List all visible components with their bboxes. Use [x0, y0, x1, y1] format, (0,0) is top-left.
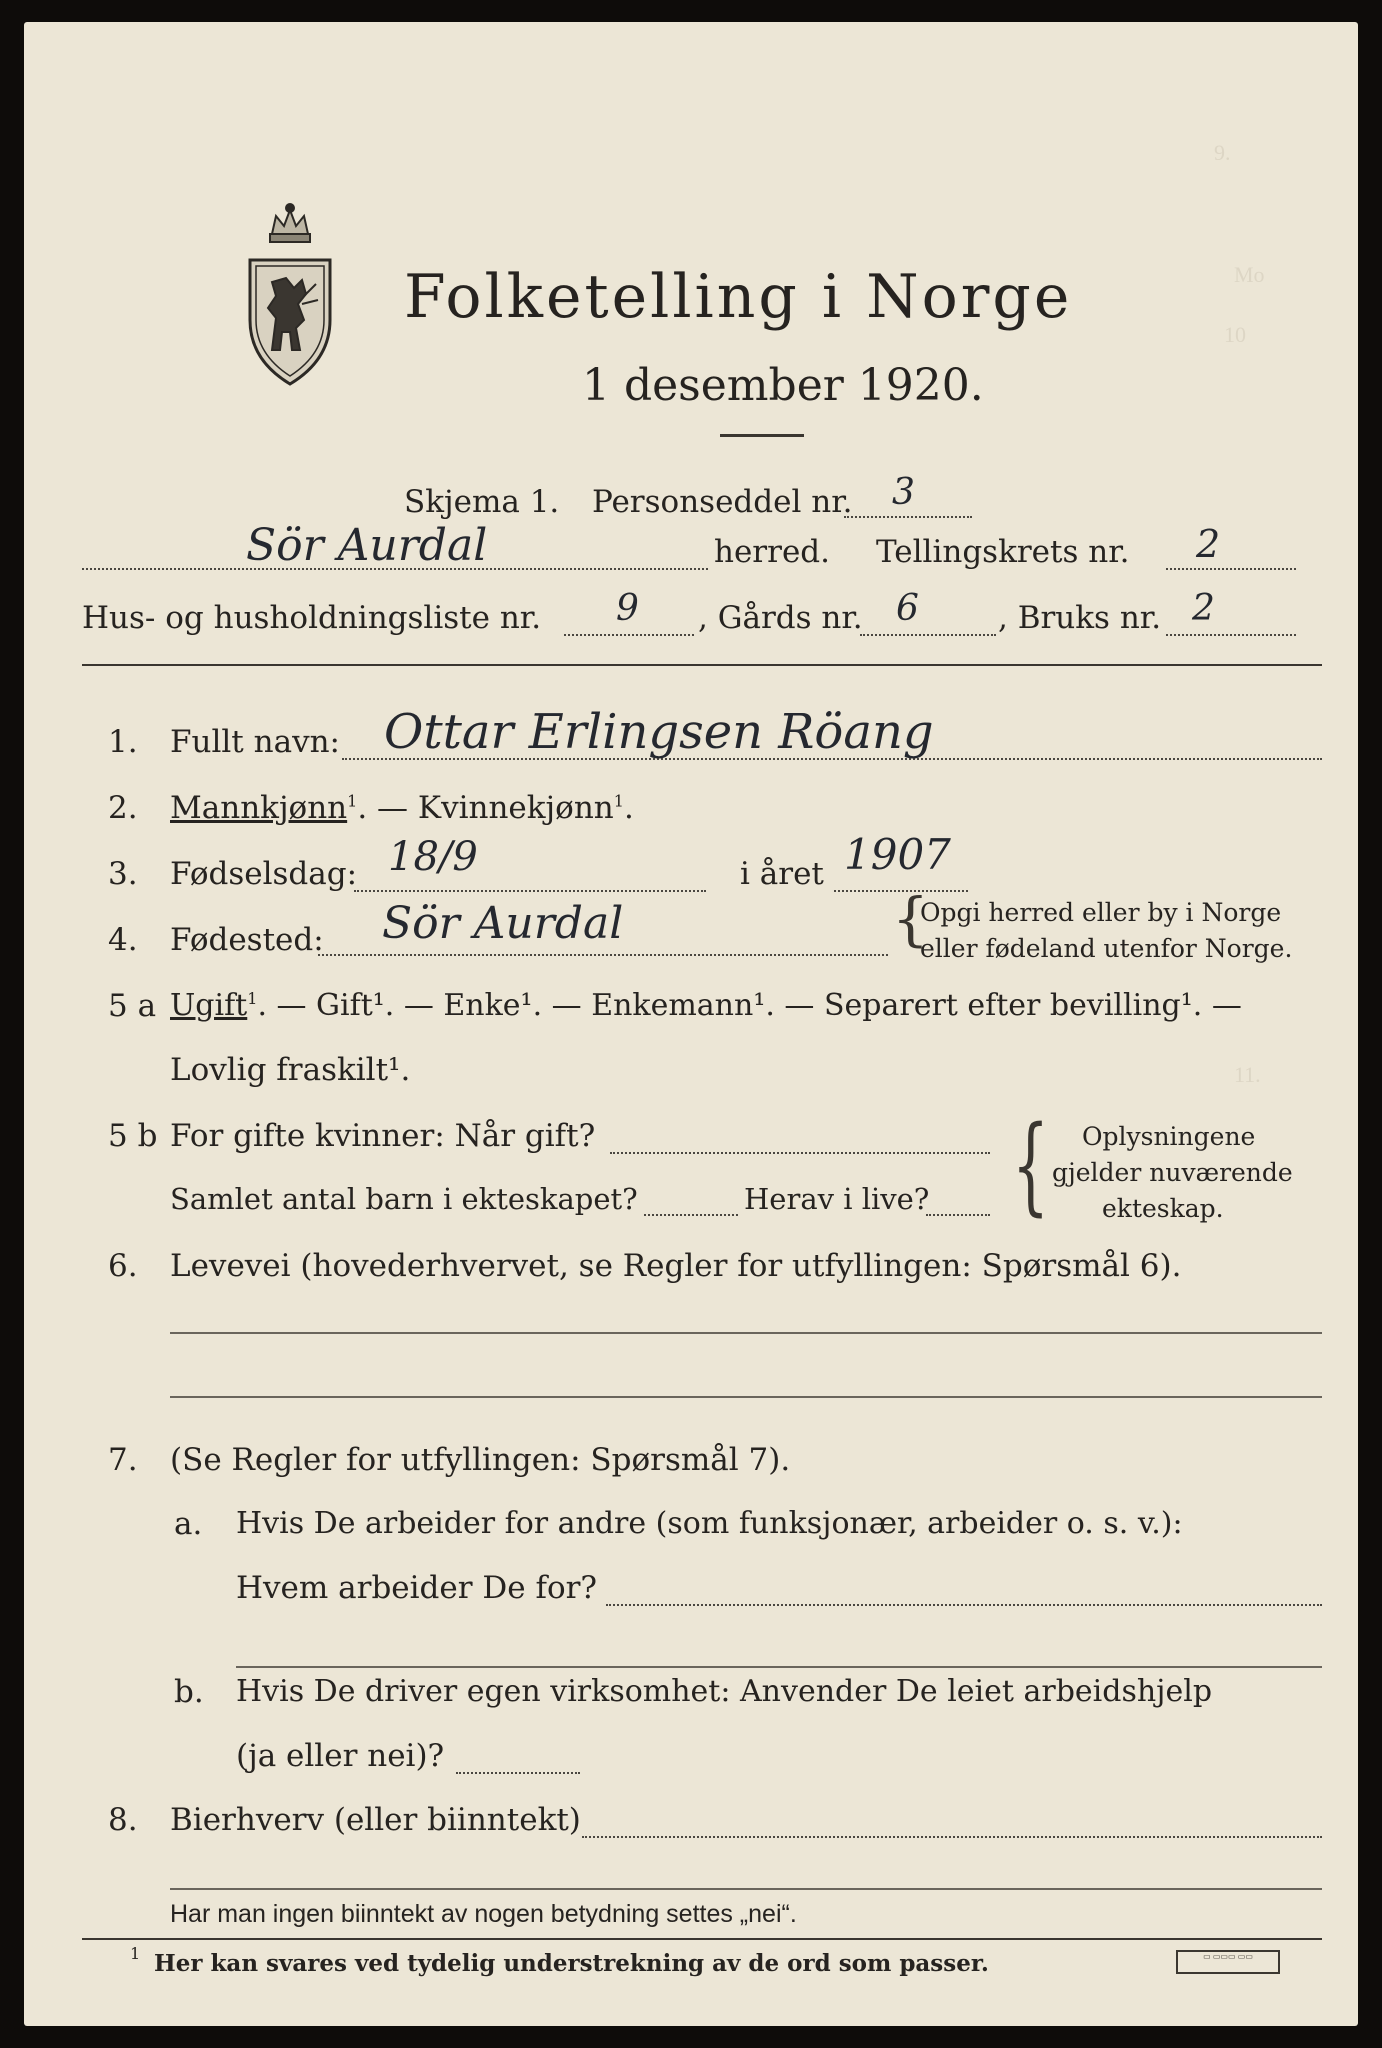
census-date: 1 desember 1920.: [582, 360, 984, 411]
birthplace-field[interactable]: [318, 954, 888, 956]
option-lovlig-fraskilt[interactable]: Lovlig fraskilt¹.: [170, 1052, 411, 1088]
q1-label: Fullt navn:: [170, 724, 340, 760]
footnote-mark: 1: [130, 1944, 141, 1963]
form-title: Folketelling i Norge: [404, 262, 1073, 332]
header-divider: [82, 664, 1322, 666]
separator: . —: [357, 790, 418, 826]
birth-year-value: 1907: [844, 830, 951, 879]
footnote-ref: 1: [247, 989, 258, 1008]
tellingskrets-field[interactable]: [1166, 568, 1296, 570]
year-label: i året: [740, 856, 824, 892]
marital-status-options: [170, 988, 1242, 1023]
marriage-note-1: Oplysningene: [1082, 1122, 1256, 1151]
q4-label: Fødested:: [170, 922, 324, 958]
footnote-ref: 1: [347, 791, 358, 811]
gards-label: , Gårds nr.: [698, 600, 863, 636]
marital-other-options[interactable]: . — Gift¹. — Enke¹. — Enkemann¹. — Separert efter bevilling¹. —: [257, 988, 1242, 1023]
separator: .: [623, 790, 634, 826]
option-ugift[interactable]: Ugift: [170, 988, 248, 1023]
q2-number: 2.: [108, 790, 138, 826]
gards-value: 6: [896, 588, 919, 629]
birthplace-note-1: Opgi herred eller by i Norge: [920, 898, 1282, 927]
footnote-text: Her kan svares ved tydelig understrekning av de ord som passer.: [154, 1950, 989, 1977]
printer-mark-icon: ▭ ▭▭▭ ▭▭: [1176, 1950, 1280, 1974]
tellingskrets-label: Tellingskrets nr.: [876, 534, 1130, 570]
footnote-divider: [82, 1938, 1322, 1940]
q5b-alive-label: Herav i live?: [744, 1182, 930, 1216]
hus-label: Hus- og husholdningsliste nr.: [82, 600, 542, 636]
birthday-value: 18/9: [388, 834, 478, 880]
hired-help-field[interactable]: [456, 1772, 580, 1774]
birthplace-note-2: eller fødeland utenfor Norge.: [920, 934, 1293, 963]
personseddel-value: 3: [892, 472, 915, 513]
hus-value: 9: [616, 588, 639, 629]
occupation-line-1[interactable]: [170, 1332, 1322, 1334]
tellingskrets-value: 2: [1196, 522, 1221, 566]
personseddel-field[interactable]: [844, 516, 972, 518]
q5b-married-when-label: For gifte kvinner: Når gift?: [170, 1118, 596, 1154]
skjema-label: Skjema 1.: [404, 484, 560, 520]
census-form-page: [24, 22, 1358, 2026]
brace: {: [892, 885, 929, 953]
side-income-field[interactable]: [582, 1836, 1322, 1838]
children-alive-field[interactable]: [926, 1214, 990, 1216]
children-count-field[interactable]: [644, 1214, 738, 1216]
q1-number: 1.: [108, 724, 138, 760]
side-income-note: Har man ingen biinntekt av nogen betydning settes „nei“.: [170, 1900, 797, 1928]
footnote-ref: 1: [613, 791, 624, 811]
title-divider: [720, 434, 804, 437]
birthday-field[interactable]: [354, 890, 706, 892]
norwegian-lion-coat-of-arms-icon: [242, 200, 338, 390]
q7-label: (Se Regler for utfyllingen: Spørsmål 7).: [170, 1442, 791, 1478]
q7a-line-1: Hvis De arbeider for andre (som funksjonær, arbeider o. s. v.):: [236, 1506, 1183, 1541]
q3-label: Fødselsdag:: [170, 856, 358, 892]
bruks-value: 2: [1192, 588, 1215, 629]
q7a-letter: a.: [174, 1506, 203, 1542]
q4-number: 4.: [108, 922, 138, 958]
birthplace-value: Sör Aurdal: [382, 898, 624, 949]
marriage-note-2: gjelder nuværende: [1052, 1158, 1293, 1187]
q7a-line-2: Hvem arbeider De for?: [236, 1570, 598, 1606]
q8-number: 8.: [108, 1802, 138, 1838]
occupation-line-2[interactable]: [170, 1396, 1322, 1398]
personseddel-label: Personseddel nr.: [592, 484, 853, 520]
q7-number: 7.: [108, 1442, 138, 1478]
herred-value: Sör Aurdal: [246, 520, 488, 571]
side-income-line-2[interactable]: [170, 1888, 1322, 1890]
q6-number: 6.: [108, 1248, 138, 1284]
gender-options: [170, 790, 634, 826]
q8-label: Bierhverv (eller biinntekt): [170, 1802, 581, 1838]
employer-line-2[interactable]: [236, 1666, 1322, 1668]
q5b-children-label: Samlet antal barn i ekteskapet?: [170, 1182, 638, 1216]
bruks-field[interactable]: [1166, 634, 1296, 636]
hus-field[interactable]: [564, 634, 694, 636]
employer-field[interactable]: [606, 1604, 1322, 1606]
brace: {: [1012, 1103, 1050, 1226]
option-mannkjonn[interactable]: Mannkjønn: [170, 790, 348, 826]
gards-field[interactable]: [860, 634, 996, 636]
q5b-number: 5 b: [108, 1118, 158, 1154]
q6-label: Levevei (hovederhvervet, se Regler for utfyllingen: Spørsmål 6).: [170, 1248, 1182, 1284]
q7b-line-2: (ja eller nei)?: [236, 1738, 445, 1774]
marriage-note-3: ekteskap.: [1102, 1194, 1224, 1223]
option-kvinnekjonn[interactable]: Kvinnekjønn: [417, 790, 614, 826]
bleed-through-text: 10: [1224, 322, 1246, 347]
bleed-through-text: Mo: [1234, 262, 1265, 287]
bleed-through-text: 11.: [1234, 1062, 1261, 1087]
bleed-through-text: 9.: [1214, 140, 1231, 165]
full-name-value: Ottar Erlingsen Röang: [384, 704, 934, 760]
q3-number: 3.: [108, 856, 138, 892]
bruks-label: , Bruks nr.: [998, 600, 1162, 636]
q7b-letter: b.: [174, 1674, 204, 1710]
q5a-number: 5 a: [108, 988, 157, 1024]
herred-label: herred.: [714, 534, 830, 570]
q7b-line-1: Hvis De driver egen virksomhet: Anvender De leiet arbeidshjelp: [236, 1674, 1213, 1709]
married-when-field[interactable]: [610, 1152, 990, 1154]
